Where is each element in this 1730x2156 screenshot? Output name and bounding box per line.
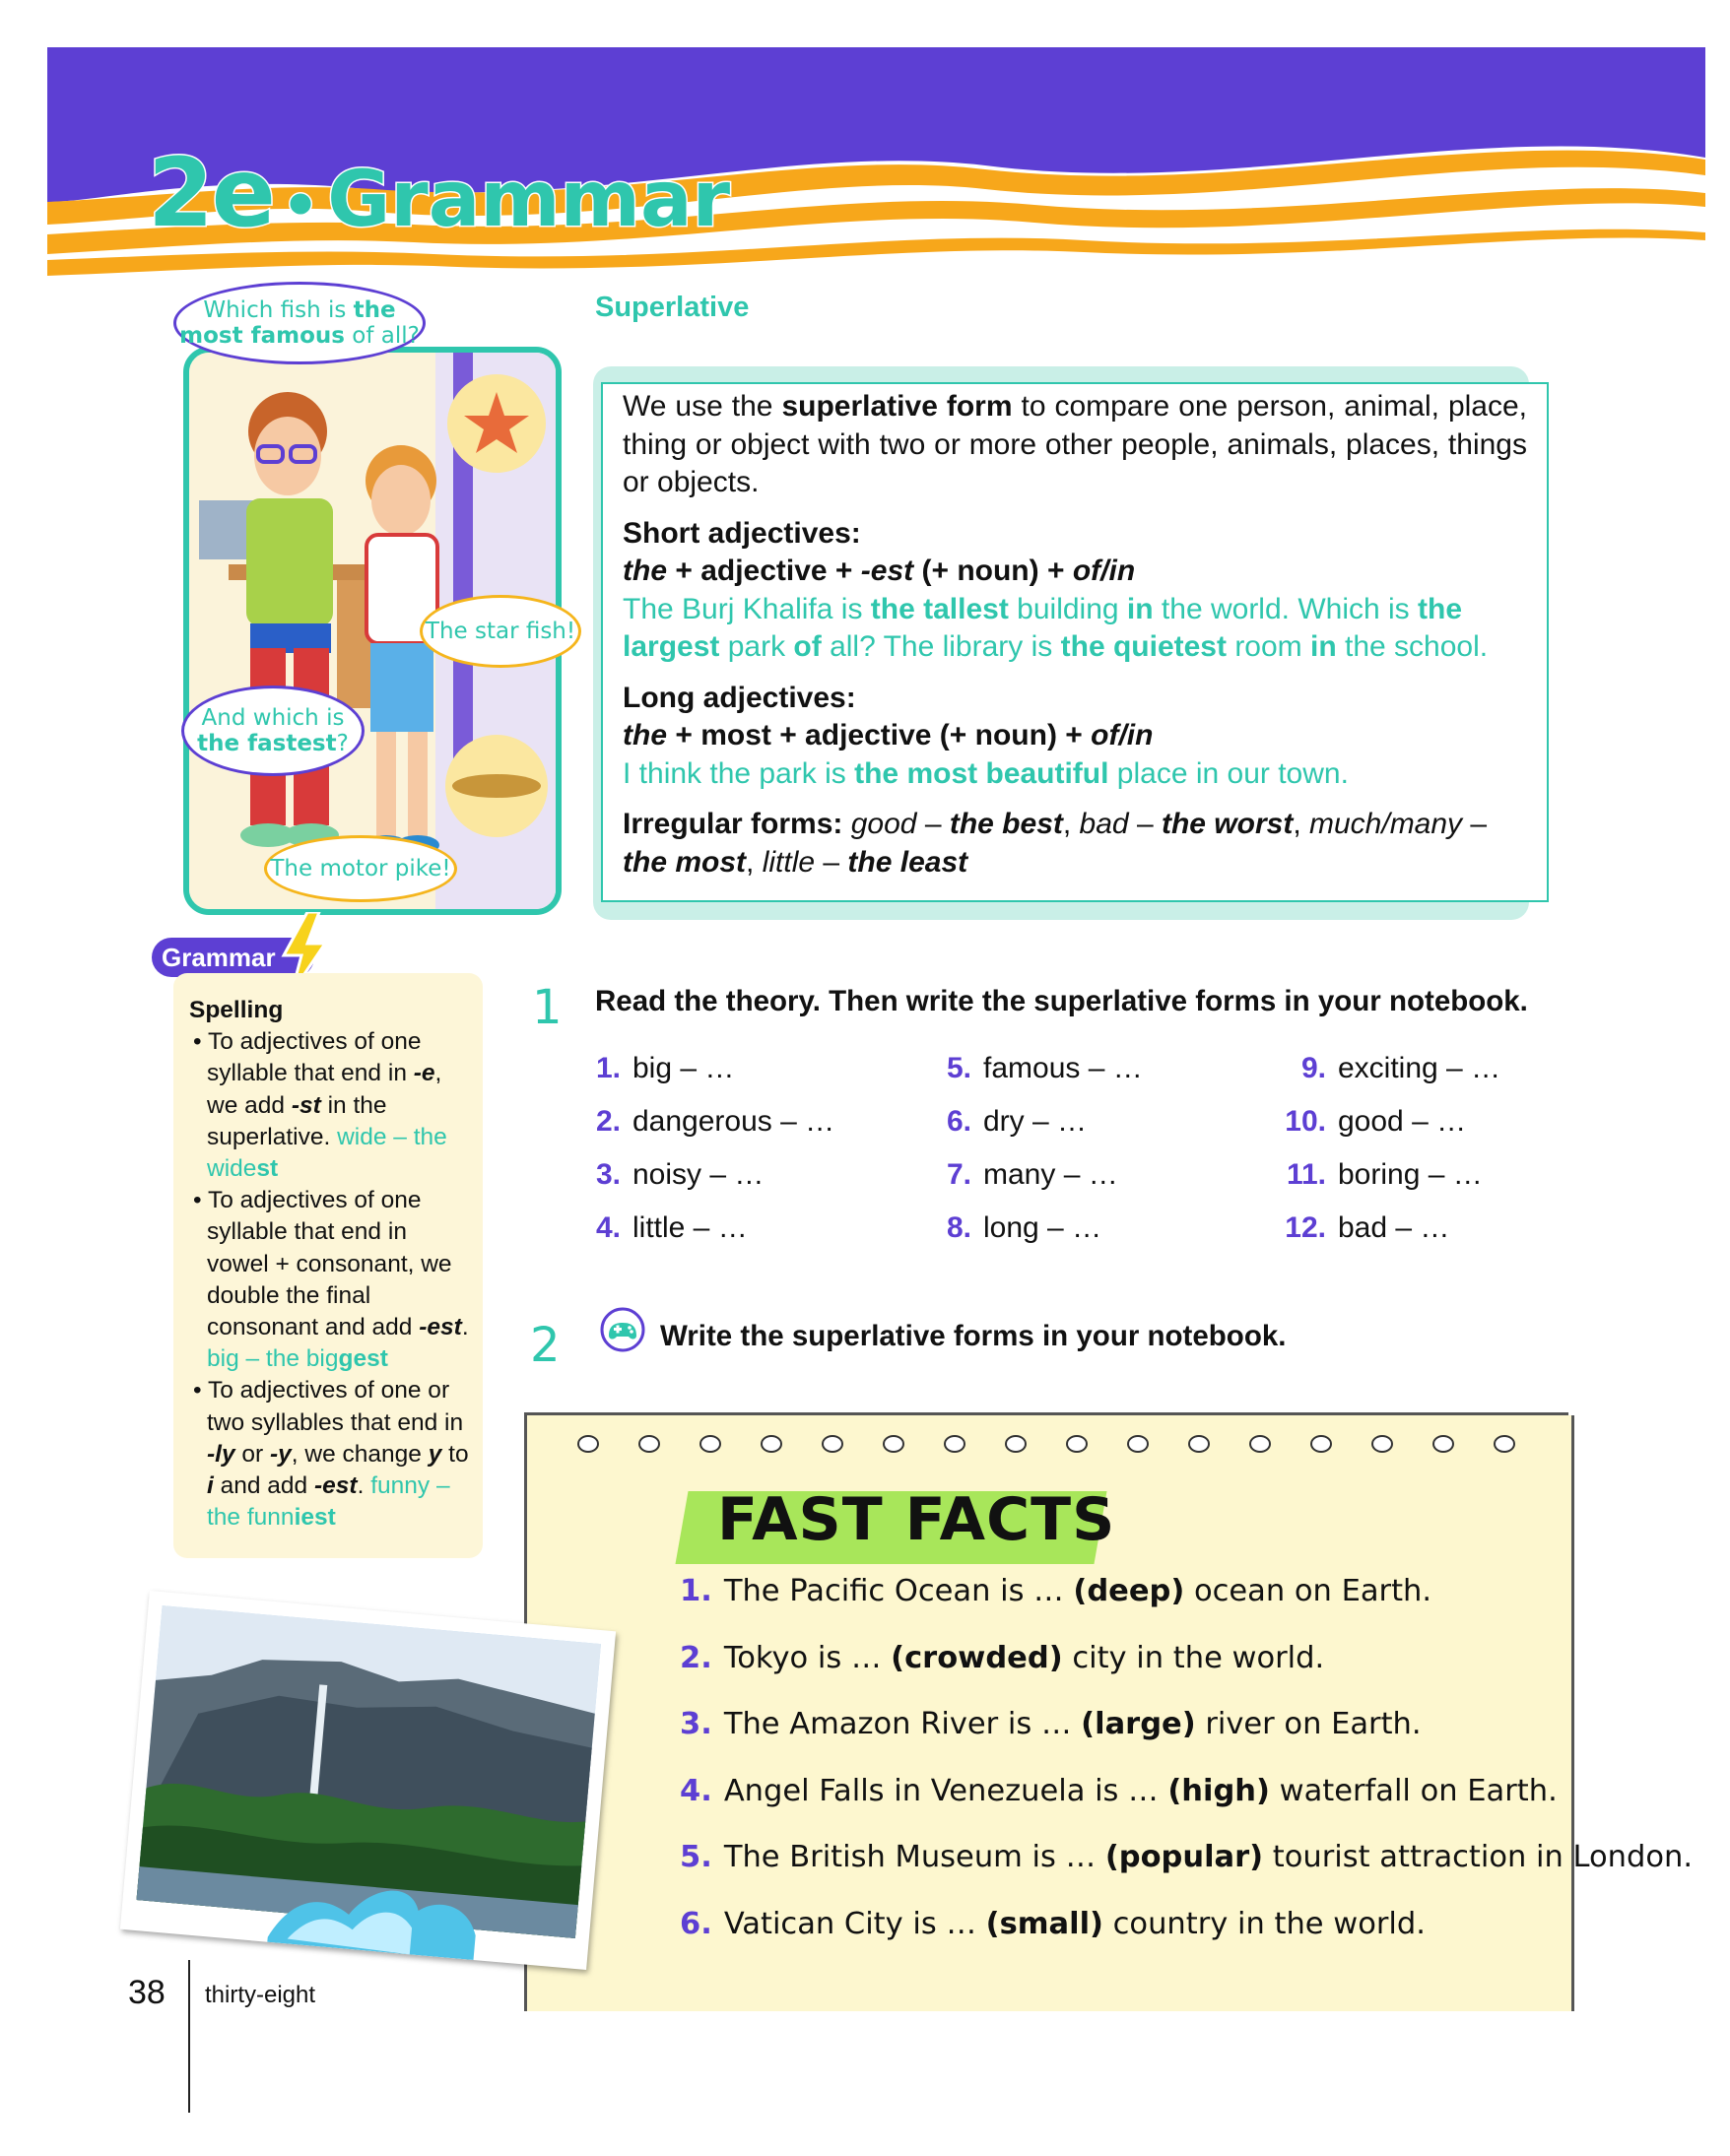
- item-text: exciting – …: [1338, 1052, 1501, 1084]
- spelling-rule-segment: or: [234, 1440, 270, 1468]
- short-example-segment: the school.: [1336, 630, 1489, 663]
- exercise-2-number: 2: [530, 1318, 561, 1373]
- fact-text-end: tourist attraction in London.: [1263, 1840, 1694, 1874]
- hole: [1005, 1435, 1027, 1453]
- item-number: 2.: [595, 1105, 621, 1138]
- hole: [1127, 1435, 1149, 1453]
- short-example-segment: building: [1008, 592, 1127, 625]
- short-example-segment: in: [1310, 630, 1337, 663]
- exercise-1-item: [1281, 1158, 1483, 1192]
- exercise-1-item: [1281, 1211, 1449, 1245]
- unit-number: 2e: [148, 138, 274, 248]
- spelling-rule-segment: y: [428, 1440, 442, 1468]
- fact-text: Tokyo is …: [723, 1640, 892, 1675]
- short-example-segment: The Burj Khalifa is: [623, 592, 871, 625]
- fact-prompt: (large): [1081, 1707, 1196, 1741]
- exercise-1-item: [591, 1158, 764, 1192]
- spelling-rule-segment: -est: [314, 1472, 358, 1500]
- item-text: boring – …: [1338, 1158, 1483, 1191]
- spelling-rule-segment: To adjectives of one syllable that end in vowel + consonant, we double the final consonant and add: [207, 1187, 452, 1341]
- fast-fact-item: [680, 1641, 1324, 1675]
- spelling-rule-segment: st: [256, 1155, 279, 1183]
- spelling-rule-segment: -y: [270, 1440, 292, 1468]
- exercise-1-item: [942, 1052, 1143, 1085]
- hole: [1371, 1435, 1393, 1453]
- exercise-1-number: 1: [532, 980, 563, 1035]
- short-example-segment: the largest: [623, 592, 1463, 663]
- spelling-rule-segment: funny – the funn: [207, 1472, 450, 1532]
- fast-fact-item: [680, 1574, 1431, 1608]
- item-text: little – …: [632, 1211, 748, 1244]
- hole: [1066, 1435, 1088, 1453]
- fact-prompt: (deep): [1073, 1574, 1185, 1608]
- angel-falls-image: [120, 1591, 616, 1970]
- exercise-1-item: [591, 1052, 734, 1085]
- fact-text-end: city in the world.: [1062, 1640, 1325, 1675]
- irregular-form-segment: –: [815, 845, 848, 879]
- fact-text: Vatican City is …: [723, 1906, 986, 1941]
- waterfall-photo: [120, 1591, 616, 1970]
- spelling-rule-segment: big – the big: [207, 1345, 339, 1373]
- short-example-segment: park: [719, 630, 794, 663]
- page-divider: [188, 1960, 190, 2113]
- fact-text: The Amazon River is …: [723, 1707, 1082, 1741]
- item-text: dangerous – …: [632, 1105, 835, 1138]
- fact-number: 3.: [680, 1707, 712, 1741]
- spelling-rule-segment: -ly: [207, 1440, 235, 1468]
- spelling-rule-segment: To adjectives of one syllable that end in: [207, 1028, 422, 1087]
- spelling-rule-segment: iest: [294, 1504, 336, 1532]
- speech-bubble-question-fastest: And which is the fastest?: [181, 686, 365, 776]
- fast-fact-item: [680, 1707, 1422, 1741]
- short-example-segment: the quietest: [1060, 630, 1227, 663]
- item-number: 3.: [595, 1158, 621, 1191]
- hole: [577, 1435, 599, 1453]
- hole: [699, 1435, 721, 1453]
- spelling-rules: [189, 1026, 473, 1534]
- exercise-1-item: [942, 1211, 1101, 1245]
- irregular-form-segment: good: [850, 808, 917, 840]
- bullet: •: [193, 1377, 208, 1405]
- spelling-rule: [189, 1026, 473, 1185]
- fact-text-end: river on Earth.: [1195, 1707, 1422, 1741]
- irregular-form-segment: –: [916, 808, 950, 840]
- spelling-rule-segment: , we add: [207, 1060, 442, 1119]
- page-number-words: thirty-eight: [205, 1982, 316, 2008]
- hole: [883, 1435, 904, 1453]
- irregular-form-segment: bad: [1079, 808, 1129, 840]
- theory-intro: We use the superlative form to compare one person, animal, place, thing or object with two or more other people, animals, places, things or objects.: [623, 390, 1527, 498]
- irregular-form-segment: little: [762, 845, 816, 879]
- fact-number: 1.: [680, 1574, 712, 1608]
- unit-title: Grammar: [327, 156, 731, 244]
- hole: [638, 1435, 660, 1453]
- item-text: bad – …: [1338, 1211, 1450, 1244]
- section-title: Superlative: [595, 292, 750, 323]
- fact-number: 5.: [680, 1840, 712, 1874]
- speech-bubble-answer-motor-pike: The motor pike!: [264, 835, 457, 902]
- hole: [1494, 1435, 1515, 1453]
- bullet: •: [193, 1187, 208, 1214]
- exercise-1-instruction: Read the theory. Then write the superlative forms in your notebook.: [595, 985, 1528, 1017]
- long-adjectives-example: I think the park is the most beautiful place in our town.: [623, 756, 1349, 790]
- irregular-form-segment: ,: [1293, 808, 1309, 840]
- hole: [1188, 1435, 1210, 1453]
- unit-dot: •: [281, 171, 320, 240]
- fast-facts-title: FAST FACTS: [717, 1485, 1116, 1554]
- spelling-rule-segment: -est: [419, 1314, 462, 1341]
- item-text: famous – …: [983, 1052, 1143, 1084]
- irregular-form-segment: the worst: [1161, 808, 1294, 840]
- fact-text: The British Museum is …: [723, 1840, 1105, 1874]
- speech-bubble-answer-star-fish: The star fish!: [420, 595, 581, 668]
- hole: [1432, 1435, 1454, 1453]
- item-number: 9.: [1300, 1052, 1326, 1084]
- page-number: 38: [128, 1974, 166, 2011]
- fact-text: The Pacific Ocean is …: [723, 1574, 1074, 1608]
- unit-heading: [148, 138, 730, 248]
- irregular-form-segment: much/many: [1309, 808, 1463, 840]
- short-example-segment: all? The library is: [821, 630, 1061, 663]
- hole: [822, 1435, 843, 1453]
- irregular-form-segment: –: [1128, 808, 1162, 840]
- irregular-form-segment: the least: [847, 845, 968, 879]
- fact-text-end: ocean on Earth.: [1184, 1574, 1432, 1608]
- exercise-2-instruction: Write the superlative forms in your notebook.: [660, 1320, 1287, 1352]
- short-adjectives-rule: the + adjective + -est (+ noun) + of/in: [623, 555, 1136, 587]
- exercise-1-item: [591, 1105, 834, 1139]
- item-text: many – …: [983, 1158, 1118, 1191]
- irregular-form-segment: ,: [746, 845, 763, 879]
- irregular-form-segment: the most: [623, 845, 747, 879]
- item-text: noisy – …: [632, 1158, 765, 1191]
- item-number: 11.: [1286, 1158, 1326, 1191]
- hole: [1310, 1435, 1332, 1453]
- spelling-rule: [189, 1375, 473, 1534]
- item-text: long – …: [983, 1211, 1102, 1244]
- fact-text: Angel Falls in Venezuela is …: [723, 1773, 1168, 1808]
- item-text: good – …: [1338, 1105, 1467, 1138]
- speech-bubble-question: Which fish is the most famous of all?: [173, 282, 426, 364]
- irregular-form-segment: ,: [1062, 808, 1080, 840]
- spelling-rule-segment: -e: [413, 1060, 435, 1087]
- fact-number: 2.: [680, 1640, 712, 1675]
- bullet: •: [193, 1028, 208, 1056]
- exercise-1-item: [591, 1211, 748, 1245]
- theory-box: [601, 382, 1549, 902]
- irregular-forms: Irregular forms: good – the best, bad – the worst, much/many – the most, little – the least: [623, 808, 1488, 879]
- spelling-rule-segment: To adjectives of one or two syllables that end in: [207, 1377, 464, 1436]
- fact-prompt: (high): [1167, 1773, 1270, 1808]
- irregular-form-segment: –: [1462, 808, 1488, 840]
- spelling-rule-segment: to: [441, 1440, 469, 1468]
- spelling-rule-segment: gest: [338, 1345, 388, 1373]
- spelling-heading: Spelling: [189, 997, 284, 1023]
- item-number: 12.: [1285, 1211, 1326, 1244]
- short-adjectives-heading: Short adjectives:: [623, 516, 861, 550]
- fact-prompt: (crowded): [891, 1640, 1063, 1675]
- fast-fact-item: [680, 1774, 1558, 1808]
- short-example-segment: in: [1126, 592, 1154, 625]
- spelling-rule-segment: .: [357, 1472, 371, 1500]
- exercise-1-item: [942, 1105, 1087, 1139]
- spelling-rule-segment: -st: [291, 1091, 321, 1119]
- grammar-spelling-box: [173, 973, 483, 1558]
- hole: [1249, 1435, 1271, 1453]
- exercise-1-item: [942, 1158, 1118, 1192]
- hole: [944, 1435, 965, 1453]
- spelling-rule-segment: .: [461, 1314, 469, 1341]
- fast-facts-top-edge: [524, 1412, 1568, 1415]
- fact-text-end: waterfall on Earth.: [1269, 1773, 1558, 1808]
- item-number: 4.: [595, 1211, 621, 1244]
- item-number: 8.: [946, 1211, 971, 1244]
- fact-number: 4.: [680, 1773, 712, 1808]
- spelling-rule-segment: wide – the wide: [207, 1123, 447, 1183]
- grammar-tab: Grammar: [152, 938, 314, 977]
- spelling-rule-segment: and add: [213, 1472, 314, 1500]
- item-text: big – …: [632, 1052, 735, 1084]
- short-example-segment: the world. Which is: [1153, 592, 1419, 625]
- item-number: 1.: [595, 1052, 621, 1084]
- spelling-rule: [189, 1185, 473, 1375]
- short-example-segment: of: [793, 630, 822, 663]
- exercise-1-item: [1281, 1105, 1466, 1139]
- item-number: 5.: [946, 1052, 971, 1084]
- short-example-segment: room: [1226, 630, 1311, 663]
- fact-prompt: (small): [985, 1906, 1103, 1941]
- exercise-1-item: [1281, 1052, 1500, 1085]
- game-controller-icon: [599, 1306, 646, 1353]
- fact-text-end: country in the world.: [1102, 1906, 1426, 1941]
- short-example-segment: the tallest: [870, 592, 1009, 625]
- spelling-rule-segment: in the superlative.: [207, 1091, 387, 1150]
- long-adjectives-heading: Long adjectives:: [623, 681, 856, 714]
- fact-number: 6.: [680, 1906, 712, 1941]
- hole: [761, 1435, 782, 1453]
- item-number: 10.: [1285, 1105, 1326, 1138]
- irregular-form-segment: the best: [949, 808, 1063, 840]
- item-number: 7.: [946, 1158, 971, 1191]
- short-adjectives-example: [623, 591, 1527, 667]
- fact-prompt: (popular): [1104, 1840, 1264, 1874]
- spelling-rule-segment: , we change: [291, 1440, 429, 1468]
- fast-fact-item: [680, 1840, 1693, 1874]
- item-text: dry – …: [983, 1105, 1088, 1138]
- fast-fact-item: [680, 1907, 1426, 1941]
- spelling-rule-segment: i: [207, 1472, 214, 1500]
- long-adjectives-rule: the + most + adjective (+ noun) + of/in: [623, 719, 1154, 751]
- item-number: 6.: [946, 1105, 971, 1138]
